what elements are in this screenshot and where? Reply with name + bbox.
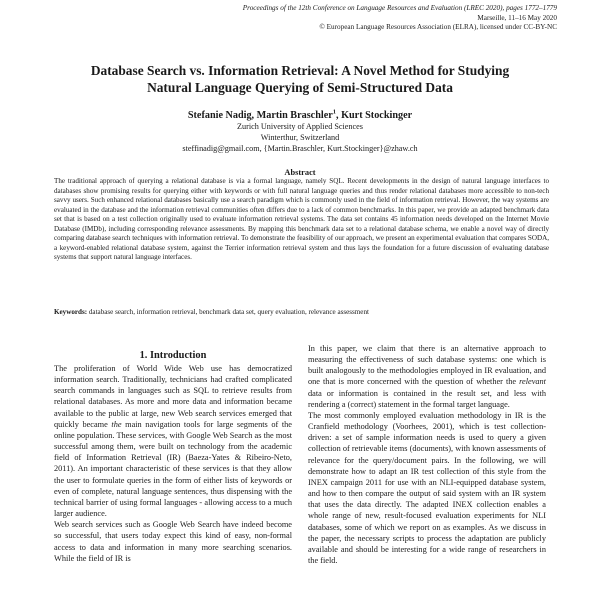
affiliation-block <box>0 122 600 154</box>
author-emails: steffinadig@gmail.com, {Martin.Braschler, Kurt.Stockinger}@zhaw.ch <box>182 143 418 153</box>
page-header <box>243 4 557 33</box>
title-line-1: Database Search vs. Information Retrieval: A Novel Method for Studying <box>90 63 510 78</box>
title-line-2: Natural Language Querying of Semi-Structured Data <box>147 80 453 95</box>
author-name: Martin Braschler <box>256 110 333 121</box>
paragraph: Web search services such as Google Web Search have indeed become so successful, that users today expect this kind of easy, non-formal access to data and information in many more searching scenarios. While the field of IR is <box>54 520 292 563</box>
author-list <box>0 109 600 122</box>
paragraph <box>54 363 292 519</box>
affiliation: Zurich University of Applied Sciences <box>237 122 363 131</box>
emphasis-text: the <box>111 419 122 429</box>
paragraph-text: main navigation tools for large segments of the online population. These services, with Google Web Search as the most successful among them, were built on technology from the academic field of Information Retrieval (IR) (Baeza-Yates & Ribeiro-Neto, 2011). An important characteristic of these services is that they allow the user to formulate queries in the form of either lists of keywords or even of complete, natural language sentences, thus dispensing with the technical barrier of using formal languages - allowing access to a much larger audience. <box>54 419 292 519</box>
section-heading-introduction: 1. Introduction <box>139 350 207 361</box>
paragraph-text: The proliferation of World Wide Web use has democratized information search. Traditionally, technicians had crafted complicated search commands in languages such as SQL to retrieve results from relational databases. As more and more data and information became available to the public at large, new Web search services emerged that quickly became <box>54 364 292 429</box>
paragraph: The most commonly employed evaluation methodology in IR is the Cranfield methodology (Voorhees, 2001), which is test collection-driven: a set of sample information needs is used to query a given collection of retrievable items (documents), with known assessments of relevance for the query/document pairs. In the following, we will demonstrate how to adapt an IR test collection of this style from the INEX campaign 2011 for use with an NLI-equipped database system, and how to then compare the output of said system with an IR system that uses the data directly. The adapted INEX collection enables a whole range of new, result-focused evaluation experiments for NLI databases, some of which we report on as examples. As we discuss in the paper, the necessary scripts to process the adaptation are publicly available and should be interesting for a wide range of researchers in the field. <box>308 410 546 565</box>
author-footnote-marker[interactable]: 1 <box>332 108 336 116</box>
paragraph-text: data or information is contained in the result set, and less with rendering a (correct) statement in the formal target language. <box>308 388 546 409</box>
author-name: , Kurt Stockinger <box>336 110 413 121</box>
left-column <box>54 363 292 564</box>
keywords-text: database search, information retrieval, benchmark data set, query evaluation, relevance assessment <box>87 308 369 316</box>
affiliation-location: Winterthur, Switzerland <box>260 132 340 142</box>
author-name: Stefanie Nadig, <box>187 110 257 121</box>
conference-location-date: Marseille, 11–16 May 2020 <box>477 13 557 22</box>
copyright-notice: © European Language Resources Association (ELRA), licensed under CC-BY-NC <box>319 23 557 32</box>
keywords-line <box>54 308 549 318</box>
right-column <box>308 343 546 566</box>
paragraph <box>308 343 546 410</box>
proceedings-citation: Proceedings of the 12th Conference on Language Resources and Evaluation (LREC 2020), pages 1772–1779 <box>242 4 557 12</box>
keywords-label: Keywords: <box>54 308 88 316</box>
abstract-text: The traditional approach of querying a relational database is via a formal language, namely SQL. Recent developments in the design of natural language interfaces to databases show promising results for querying either with keywords or with full natural language queries and thus render relational databases more accessible to non-tech savvy users. Such enhanced relational databases basically use a search paradigm which is commonly used in the field of information retrieval. However, the way systems are evaluated in the database and the information retrieval communities often differs due to a lack of common benchmarks. In this paper, we provide an adapted benchmark data set that is based on a test collection originally used to evaluate information retrieval systems. The data set contains 45 information needs developed on the Internet Movie Database (IMDb), including corresponding relevance assessments. By mapping this benchmark data set to a relational database schema, we enable a novel way of directly comparing database search techniques with information retrieval. To demonstrate the feasibility of our approach, we present an experimental evaluation that compares SODA, a keyword-enabled relational database system, against the Terrier information retrieval system and thus lays the foundation for a future discussion of evaluating database systems that support natural language interfaces. <box>54 177 549 262</box>
paragraph-text: In this paper, we claim that there is an alternative approach to measuring the effectiveness of such database systems: one which is built analogously to the methodologies employed in IR evaluation, and one that is more concerned with the question of whether the <box>308 344 546 387</box>
abstract-heading: Abstract <box>284 168 316 177</box>
paper-title <box>0 62 600 96</box>
emphasis-text: relevant <box>519 377 546 387</box>
